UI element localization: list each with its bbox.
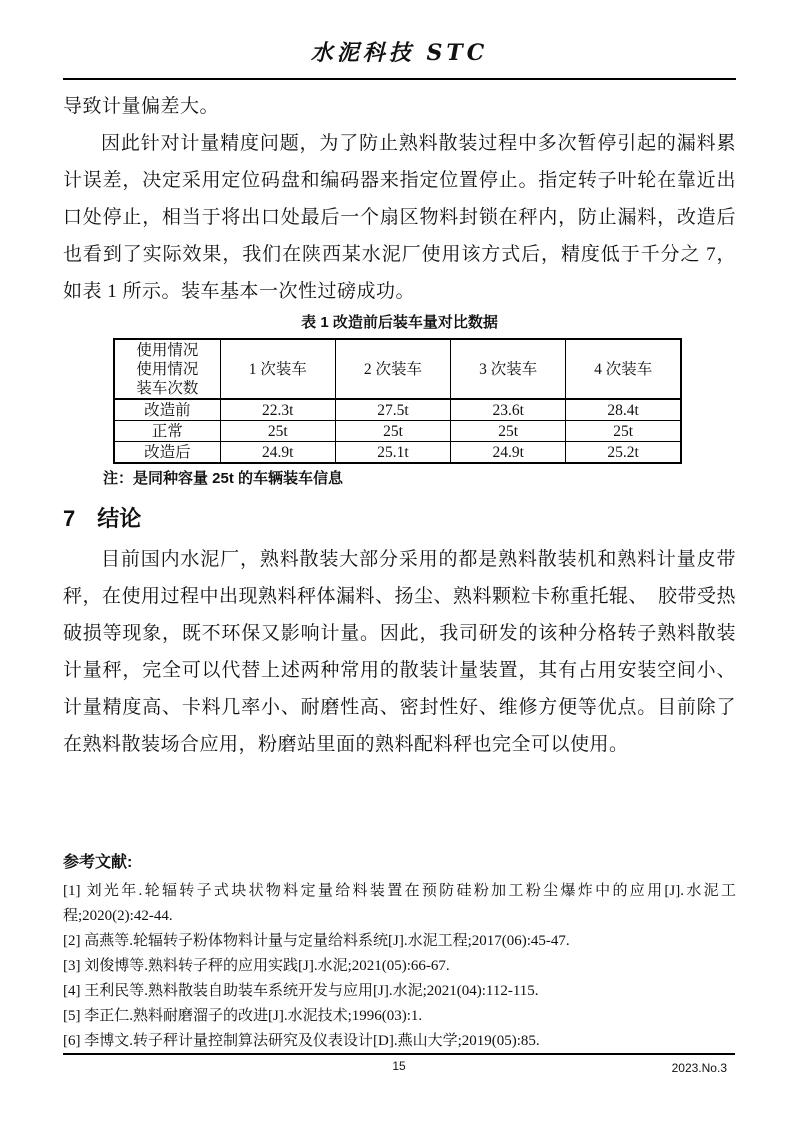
header-line-3: 装车次数: [136, 379, 199, 397]
table-cell: 24.9t: [451, 442, 566, 464]
page-content: [63, 0, 736, 1054]
page-number: 15: [392, 1059, 406, 1073]
table-header-cell: 3 次装车: [451, 339, 566, 399]
header-line-1: 使用情况: [136, 341, 199, 359]
table-cell: 23.6t: [451, 399, 566, 421]
row-label: 改造后: [114, 442, 220, 464]
issue-label: 2023.No.3: [671, 1061, 727, 1075]
table-note: 注：是同种容量 25t 的车辆装车信息: [103, 470, 344, 487]
table-cell: 25t: [335, 421, 450, 442]
reference-item: [1] 刘光年.轮辐转子式块状物料定量给料装置在预防硅粉加工粉尘爆炸中的应用[J].水泥工程;2020(2):42-44.: [63, 883, 736, 924]
table-cell: 25.1t: [335, 442, 450, 464]
page-footer: [63, 1053, 735, 1075]
loading-comparison-table: [113, 338, 682, 464]
reference-item: [6] 李博文.转子秤计量控制算法研究及仪表设计[D].燕山大学;2019(05):85.: [63, 1033, 540, 1049]
paragraph-continued: 导致计量偏差大。: [63, 96, 220, 117]
journal-title: 水泥科技 STC: [310, 40, 489, 66]
conclusion-paragraph: 目前国内水泥厂，熟料散装大部分采用的都是熟料散装机和熟料计量皮带秤，在使用过程中出现熟料秤体漏料、扬尘、熟料颗粒卡称重托辊、 胶带受热破损等现象，既不环保又影响计量。因此，我司研发的该种分格转子熟料散装计量秤，完全可以代替上述两种常用的散装计量装置，其有占用安装空间小、计量精度高、卡料几率小、耐磨性高、密封性好、维修方便等优点。目前除了在熟料散装场合应用，粉磨站里面的熟料配料秤也完全可以使用。: [63, 549, 737, 755]
header-rule: [63, 78, 736, 80]
reference-item: [2] 高燕等.轮辐转子粉体物料计量与定量给料系统[J].水泥工程;2017(06):45-47.: [63, 933, 570, 949]
table-cell: 22.3t: [220, 399, 335, 421]
paragraph-main: 因此针对计量精度问题，为了防止熟料散装过程中多次暂停引起的漏料累计误差，决定采用定位码盘和编码器来指定位置停止。指定转子叶轮在靠近出口处停止，相当于将出口处最后一个扇区物料封锁在秤内，防止漏料，改造后也看到了实际效果，我们在陕西某水泥厂使用该方式后，精度低于千分之 7，如表 1 所示。装车基本一次性过磅成功。: [63, 133, 736, 302]
table-row: [114, 421, 681, 442]
reference-item: [3] 刘俊博等.熟料转子秤的应用实践[J].水泥;2021(05):66-67.: [63, 958, 450, 974]
section-heading-conclusion: 7 结论: [63, 506, 142, 531]
table-cell: 28.4t: [566, 399, 681, 421]
table-header-cell-usage: [114, 339, 220, 399]
table-header-cell: 1 次装车: [220, 339, 335, 399]
row-label: 正常: [114, 421, 220, 442]
row-label: 改造前: [114, 399, 220, 421]
header-line-2: 使用情况: [136, 360, 199, 378]
table-cell: 24.9t: [220, 442, 335, 464]
table-cell: 25t: [451, 421, 566, 442]
table-cell: 25t: [220, 421, 335, 442]
table-row: [114, 442, 681, 464]
table-cell: 25t: [566, 421, 681, 442]
table-caption: 表 1 改造前后装车量对比数据: [301, 314, 498, 331]
table-header-cell: 2 次装车: [335, 339, 450, 399]
table-cell: 25.2t: [566, 442, 681, 464]
table-header-cell: 4 次装车: [566, 339, 681, 399]
references-heading: 参考文献:: [63, 854, 133, 871]
table-row: [114, 399, 681, 421]
table-cell: 27.5t: [335, 399, 450, 421]
reference-item: [5] 李正仁.熟料耐磨溜子的改进[J].水泥技术;1996(03):1.: [63, 1008, 423, 1024]
table-header-row: [114, 339, 681, 399]
reference-item: [4] 王利民等.熟料散装自助装车系统开发与应用[J].水泥;2021(04):112-115.: [63, 983, 539, 999]
